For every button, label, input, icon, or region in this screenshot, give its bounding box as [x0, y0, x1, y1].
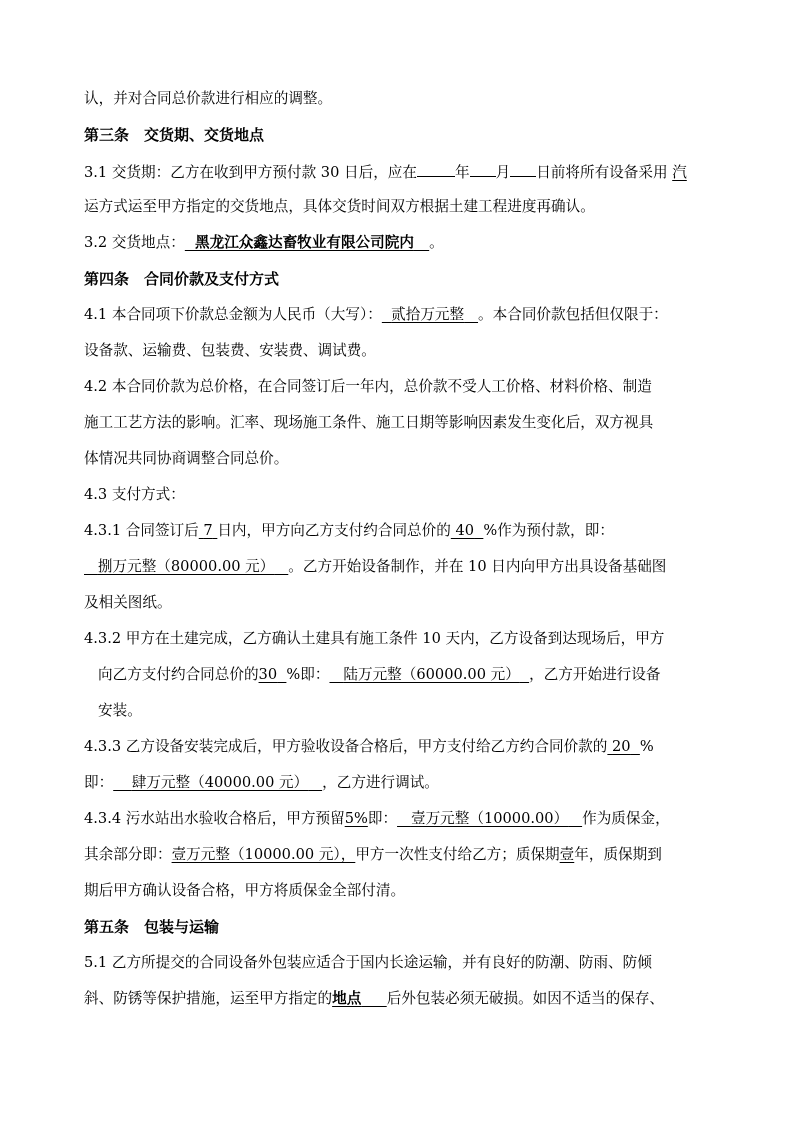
clause-4-3-1: 4.3.1 合同签订后 7 日内，甲方向乙方支付约合同总价的 40 %作为预付款，即： — [84, 522, 614, 539]
clause-4-3-2: 4.3.2 甲方在土建完成，乙方确认土建具有施工条件 10 天内，乙方设备到达现场后，甲方 — [84, 630, 665, 647]
clause-3-1-cont: 运方式运至甲方指定的交货地点，具体交货时间双方根据土建工程进度再确认。 — [84, 198, 595, 215]
clause-4-3: 4.3 支付方式： — [84, 486, 185, 503]
clause-3-2: 3.2 交货地点： 黑龙江众鑫达畜牧业有限公司院内 。 — [84, 234, 444, 251]
text-line: 认，并对合同总价款进行相应的调整。 — [84, 90, 333, 107]
clause-5-1: 5.1 乙方所提交的合同设备外包装应适合于国内长途运输，并有良好的防潮、防雨、防倾 — [84, 954, 652, 971]
section-heading-5: 第五条 包装与运输 — [84, 918, 220, 936]
clause-4-3-1-cont: 及相关图纸。 — [84, 594, 172, 611]
clause-4-3-1-cont: 捌万元整（80000.00 元） 。乙方开始设备制作，并在 10 日内向甲方出具设备基础图 — [97, 558, 667, 575]
clause-4-3-3-cont: 即： 肆万元整（40000.00 元） ，乙方进行调试。 — [84, 774, 439, 791]
clause-4-2: 4.2 本合同价款为总价格，在合同签订后一年内，总价款不受人工价格、材料价格、制造 — [84, 378, 652, 395]
clause-4-1-cont: 设备款、运输费、包装费、安装费、调试费。 — [84, 342, 376, 359]
clause-4-3-4-cont: 其余部分即：壹万元整（10000.00 元），甲方一次性支付给乙方；质保期壹年，质保期到 — [84, 846, 662, 863]
clause-4-3-2-cont: 安装。 — [98, 702, 142, 719]
clause-4-3-4-cont: 期后甲方确认设备合格，甲方将质保金全部付清。 — [84, 882, 406, 899]
clause-4-3-2-cont: 向乙方支付约合同总价的30 %即： 陆万元整（60000.00 元） ，乙方开始进行设备 — [98, 666, 661, 683]
section-heading-4: 第四条 合同价款及支付方式 — [84, 270, 280, 288]
clause-4-3-3: 4.3.3 乙方设备安装完成后，甲方验收设备合格后，甲方支付给乙方约合同价款的 20 % — [84, 738, 654, 755]
clause-4-2-cont: 施工工艺方法的影响。汇率、现场施工条件、施工日期等影响因素发生变化后，双方视具 — [84, 414, 654, 431]
clause-4-1: 4.1 本合同项下价款总金额为人民币（大写）： 贰拾万元整 。本合同价款包括但仅限于： — [84, 306, 668, 323]
section-heading-3: 第三条 交货期、交货地点 — [84, 126, 265, 144]
clause-5-1-cont: 斜、防锈等保护措施，运至甲方指定的地点 后外包装必须无破损。如因不适当的保存、 — [84, 990, 665, 1007]
clause-4-2-cont: 体情况共同协商调整合同总价。 — [84, 450, 289, 467]
clause-3-1: 3.1 交货期：乙方在收到甲方预付款 30 日后，应在 年 月 日前将所有设备采用 汽 — [84, 161, 720, 183]
clause-4-3-4: 4.3.4 污水站出水验收合格后，甲方预留5%即： 壹万元整（10000.00） 作为质保金， — [84, 810, 670, 827]
